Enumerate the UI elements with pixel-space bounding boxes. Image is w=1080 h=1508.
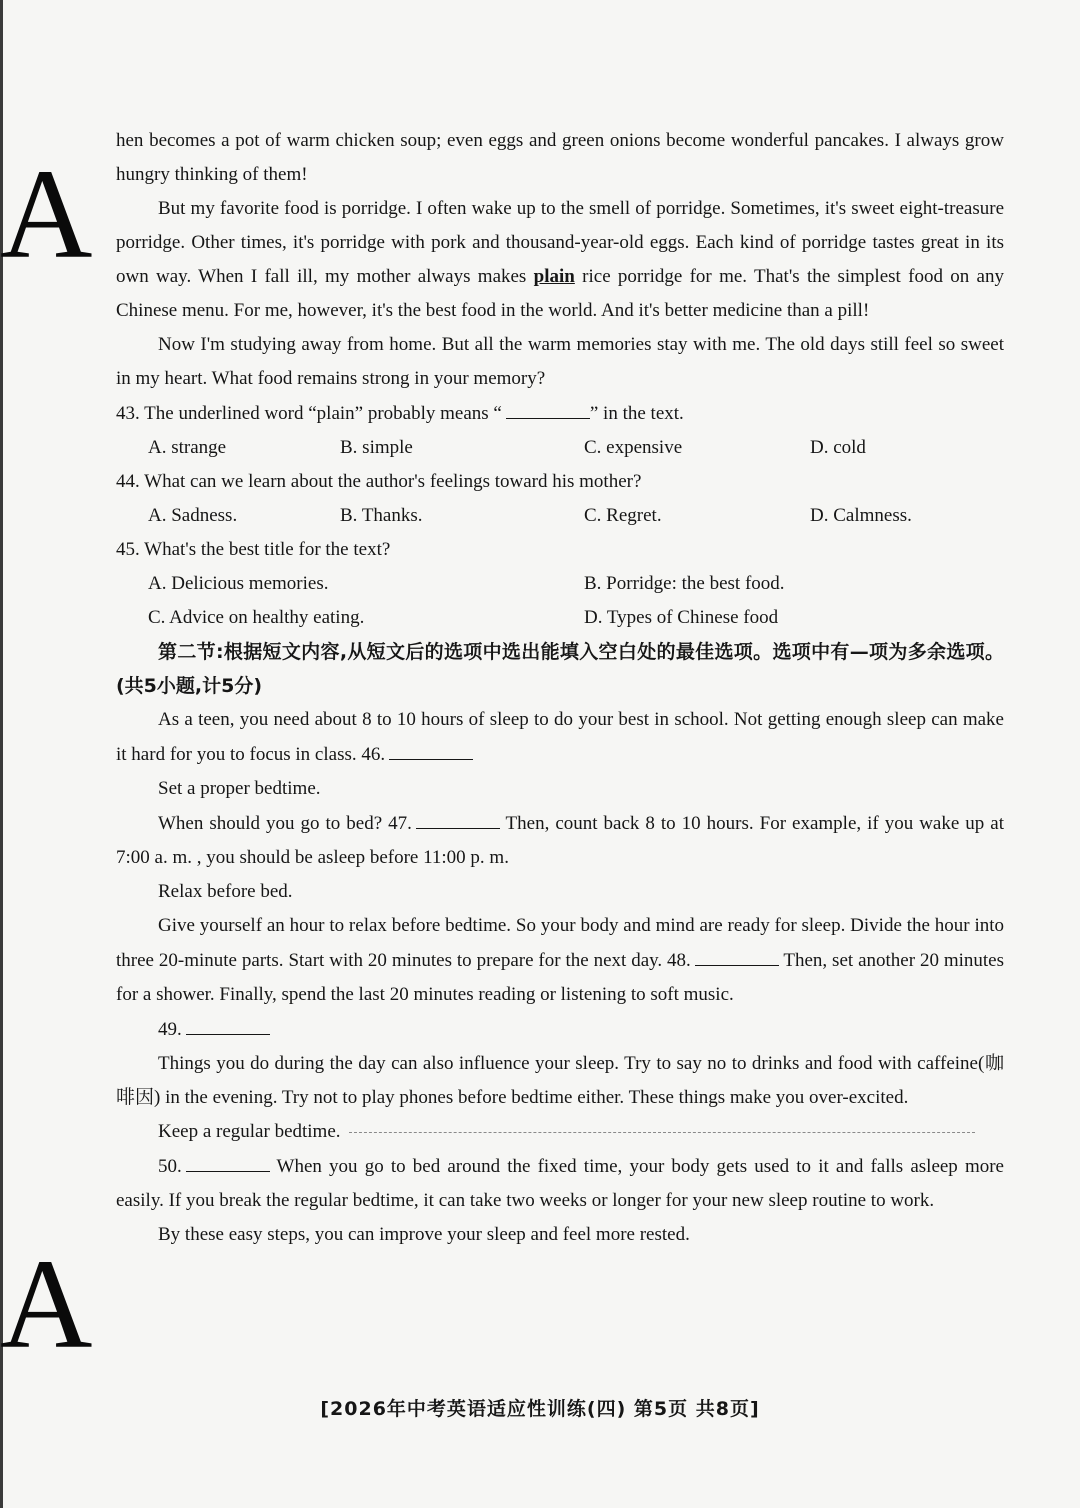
subheading: 49. [116, 1012, 1004, 1047]
option[interactable]: B. Thanks. [340, 505, 423, 526]
option[interactable]: A. Sadness. [148, 505, 238, 526]
exam-content [116, 124, 1004, 1252]
answer-blank[interactable] [186, 1012, 270, 1035]
passage-paragraph: 50. When you go to bed around the fixed time, your body gets used to it and falls asleep more easily. If you break the regular bedtime, it can take two weeks or longer for your new sleep routine to work. [116, 1149, 1004, 1218]
subheading: Keep a regular bedtime. [116, 1115, 1004, 1149]
answer-blank[interactable] [506, 396, 590, 419]
passage-paragraph: Things you do during the day can also influence your sleep. Try to say no to drinks and food with caffeine(咖啡因) in the evening. Try not to play phones before bedtime either. These things make you over-excited. [116, 1053, 1004, 1108]
option[interactable]: A. Delicious memories. [148, 573, 329, 594]
option-row [116, 431, 1004, 465]
subheading: Set a proper bedtime. [158, 778, 321, 799]
section-heading: 第二节:根据短文内容,从短文后的选项中选出能填入空白处的最佳选项。选项中有—项为多余选项。(共5小题,计5分) [116, 641, 1004, 697]
answer-blank[interactable] [389, 737, 473, 760]
passage-paragraph: By these easy steps, you can improve your sleep and feel more rested. [158, 1224, 690, 1245]
question-stem: 45. What's the best title for the text? [116, 539, 391, 560]
answer-blank[interactable] [695, 943, 779, 966]
option[interactable]: C. Advice on healthy eating. [148, 607, 365, 628]
answer-blank[interactable] [186, 1149, 270, 1172]
option[interactable]: D. Calmness. [810, 505, 912, 526]
passage-paragraph: But my favorite food is porridge. I often wake up to the smell of porridge. Sometimes, it's sweet eight-treasure porridge. Other times, it's porridge with pork and thousand-year-old eggs. Each kind of porridge tastes great in its own way. When I fall ill, my mother always makes plain rice porridge for me. That's the simplest food on any Chinese menu. For me, however, it's the best food in the world. And it's better medicine than a pill! [116, 198, 1004, 321]
subheading: Relax before bed. [158, 881, 293, 902]
option[interactable]: D. Types of Chinese food [584, 607, 779, 628]
answer-blank[interactable] [416, 806, 500, 829]
option[interactable]: B. Porridge: the best food. [584, 573, 785, 594]
option[interactable]: B. simple [340, 437, 413, 458]
option[interactable]: A. strange [148, 437, 227, 458]
margin-mark-bottom: A [0, 1233, 93, 1375]
dashed-rule [349, 1132, 975, 1133]
option-row [116, 499, 1004, 533]
margin-mark-top: A [0, 143, 93, 285]
question-stem: 44. What can we learn about the author's feelings toward his mother? [116, 471, 642, 492]
passage-paragraph: Now I'm studying away from home. But all the warm memories stay with me. The old days still feel so sweet in my heart. What food remains strong in your memory? [116, 334, 1004, 389]
option[interactable]: D. cold [810, 437, 866, 458]
option[interactable]: C. Regret. [584, 505, 662, 526]
passage-paragraph: Give yourself an hour to relax before bedtime. So your body and mind are ready for sleep. Divide the hour into three 20-minute parts. Start with 20 minutes to prepare for the next day. 48. Then, set another 20 minutes for a shower. Finally, spend the last 20 minutes reading or listening to soft music. [116, 915, 1005, 1005]
option[interactable]: C. expensive [584, 437, 683, 458]
underlined-word: plain [533, 266, 575, 287]
passage-paragraph: When should you go to bed? 47. Then, count back 8 to 10 hours. For example, if you wake up at 7:00 a. m. , you should be asleep before 11:00 p. m. [116, 806, 1004, 875]
question-stem: 43. The underlined word “plain” probably means “ ” in the text. [116, 396, 1004, 431]
passage-paragraph: As a teen, you need about 8 to 10 hours of sleep to do your best in school. Not getting enough sleep can make it hard for you to focus in class. 46. [116, 709, 1004, 765]
passage-paragraph: hen becomes a pot of warm chicken soup; even eggs and green onions become wonderful pancakes. I always grow hungry thinking of them! [116, 130, 1004, 185]
option-row [116, 567, 1004, 601]
page-footer: [2026年中考英语适应性训练(四) 第5页 共8页] [320, 1398, 760, 1420]
option-row [116, 601, 1004, 635]
